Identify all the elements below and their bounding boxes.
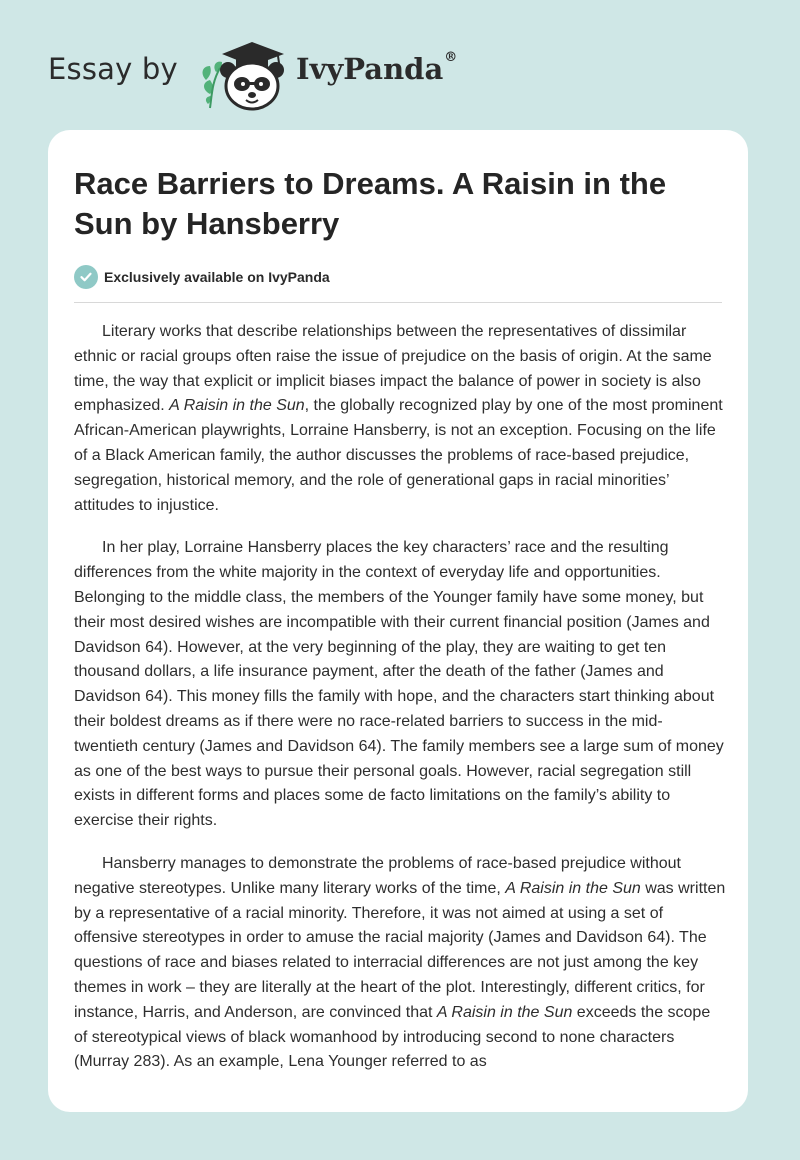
exclusive-badge	[74, 264, 330, 290]
essay-card	[48, 130, 748, 1112]
paragraph-text: Literary works that describe relationships between the representatives of dissimilar ethnic or racial groups often raise the issue of prejudice on the basis of origin. At the same time, the way that explicit or implicit biases impact the balance of power in society is also emphasized.	[74, 323, 712, 415]
page-title: Race Barriers to Dreams. A Raisin in the Sun by Hansberry	[74, 166, 667, 241]
paragraph-text: exceeds the scope of stereotypical views of black womanhood by introducing second to none characters (Murray 283). As an example, Lena Younger referred to as	[74, 1003, 711, 1071]
site-header	[0, 0, 800, 130]
brand-name[interactable]: IvyPanda®	[296, 50, 458, 86]
book-title: A Raisin in the Sun	[505, 879, 641, 897]
paragraph-text: , the globally recognized play by one of the most prominent African-American playwrights, Lorraine Hansberry, is not an exception. Focusing on the life of a Black American family, the author discusses the problems of race-based prejudice, segregation, historical memory, and the role of generational gaps in racial minorities’ attitudes to injustice.	[74, 397, 723, 514]
paragraph-text: Hansberry manages to demonstrate the problems of race-based prejudice without negative stereotypes. Unlike many literary works of the time,	[74, 854, 681, 897]
paragraph-text: was written by a representative of a racial minority. Therefore, it was not aimed at using a set of offensive stereotypes in order to amuse the racial majority (James and Davidson 64). The questions of race and biases related to interracial differences are not just among the key themes in work – they are literally at the heart of the plot. Interestingly, different critics, for instance, Harris, and Anderson, are convinced that	[74, 879, 726, 1021]
essay-paragraph	[74, 852, 726, 1075]
book-title: A Raisin in the Sun	[436, 1003, 573, 1021]
book-title: A Raisin in the Sun	[169, 397, 305, 415]
badge-label: Exclusively available on IvyPanda	[104, 269, 330, 285]
paragraph-text: In her play, Lorraine Hansberry places the key characters’ race and the resulting differences from the white majority in the context of everyday life and opportunities. Belonging to the middle class, the members of the Younger family have some money, but their most desired wishes are incompatible with their current financial position (James and Davidson 64). However, at the very beginning of the play, they are waiting to get ten thousand dollars, a life insurance payment, after the death of the father (James and Davidson 64). This money fills the family with hope, and the characters start thinking about their boldest dreams as if there were no race-related barriers to success in the mid-twentieth century (James and Davidson 64). The family members see a large sum of money as one of the best ways to pursue their personal goals. However, racial segregation still exists in different forms and places some de facto limitations on the family’s ability to exercise their rights.	[74, 539, 724, 830]
panda-logo-icon[interactable]	[198, 36, 290, 112]
registered-mark: ®	[444, 50, 458, 65]
essay-by-label: Essay by	[48, 52, 178, 86]
essay-paragraph	[74, 320, 726, 518]
check-circle-icon	[74, 265, 98, 289]
divider	[74, 302, 722, 303]
essay-paragraph	[74, 536, 726, 834]
essay-body	[74, 320, 726, 1093]
